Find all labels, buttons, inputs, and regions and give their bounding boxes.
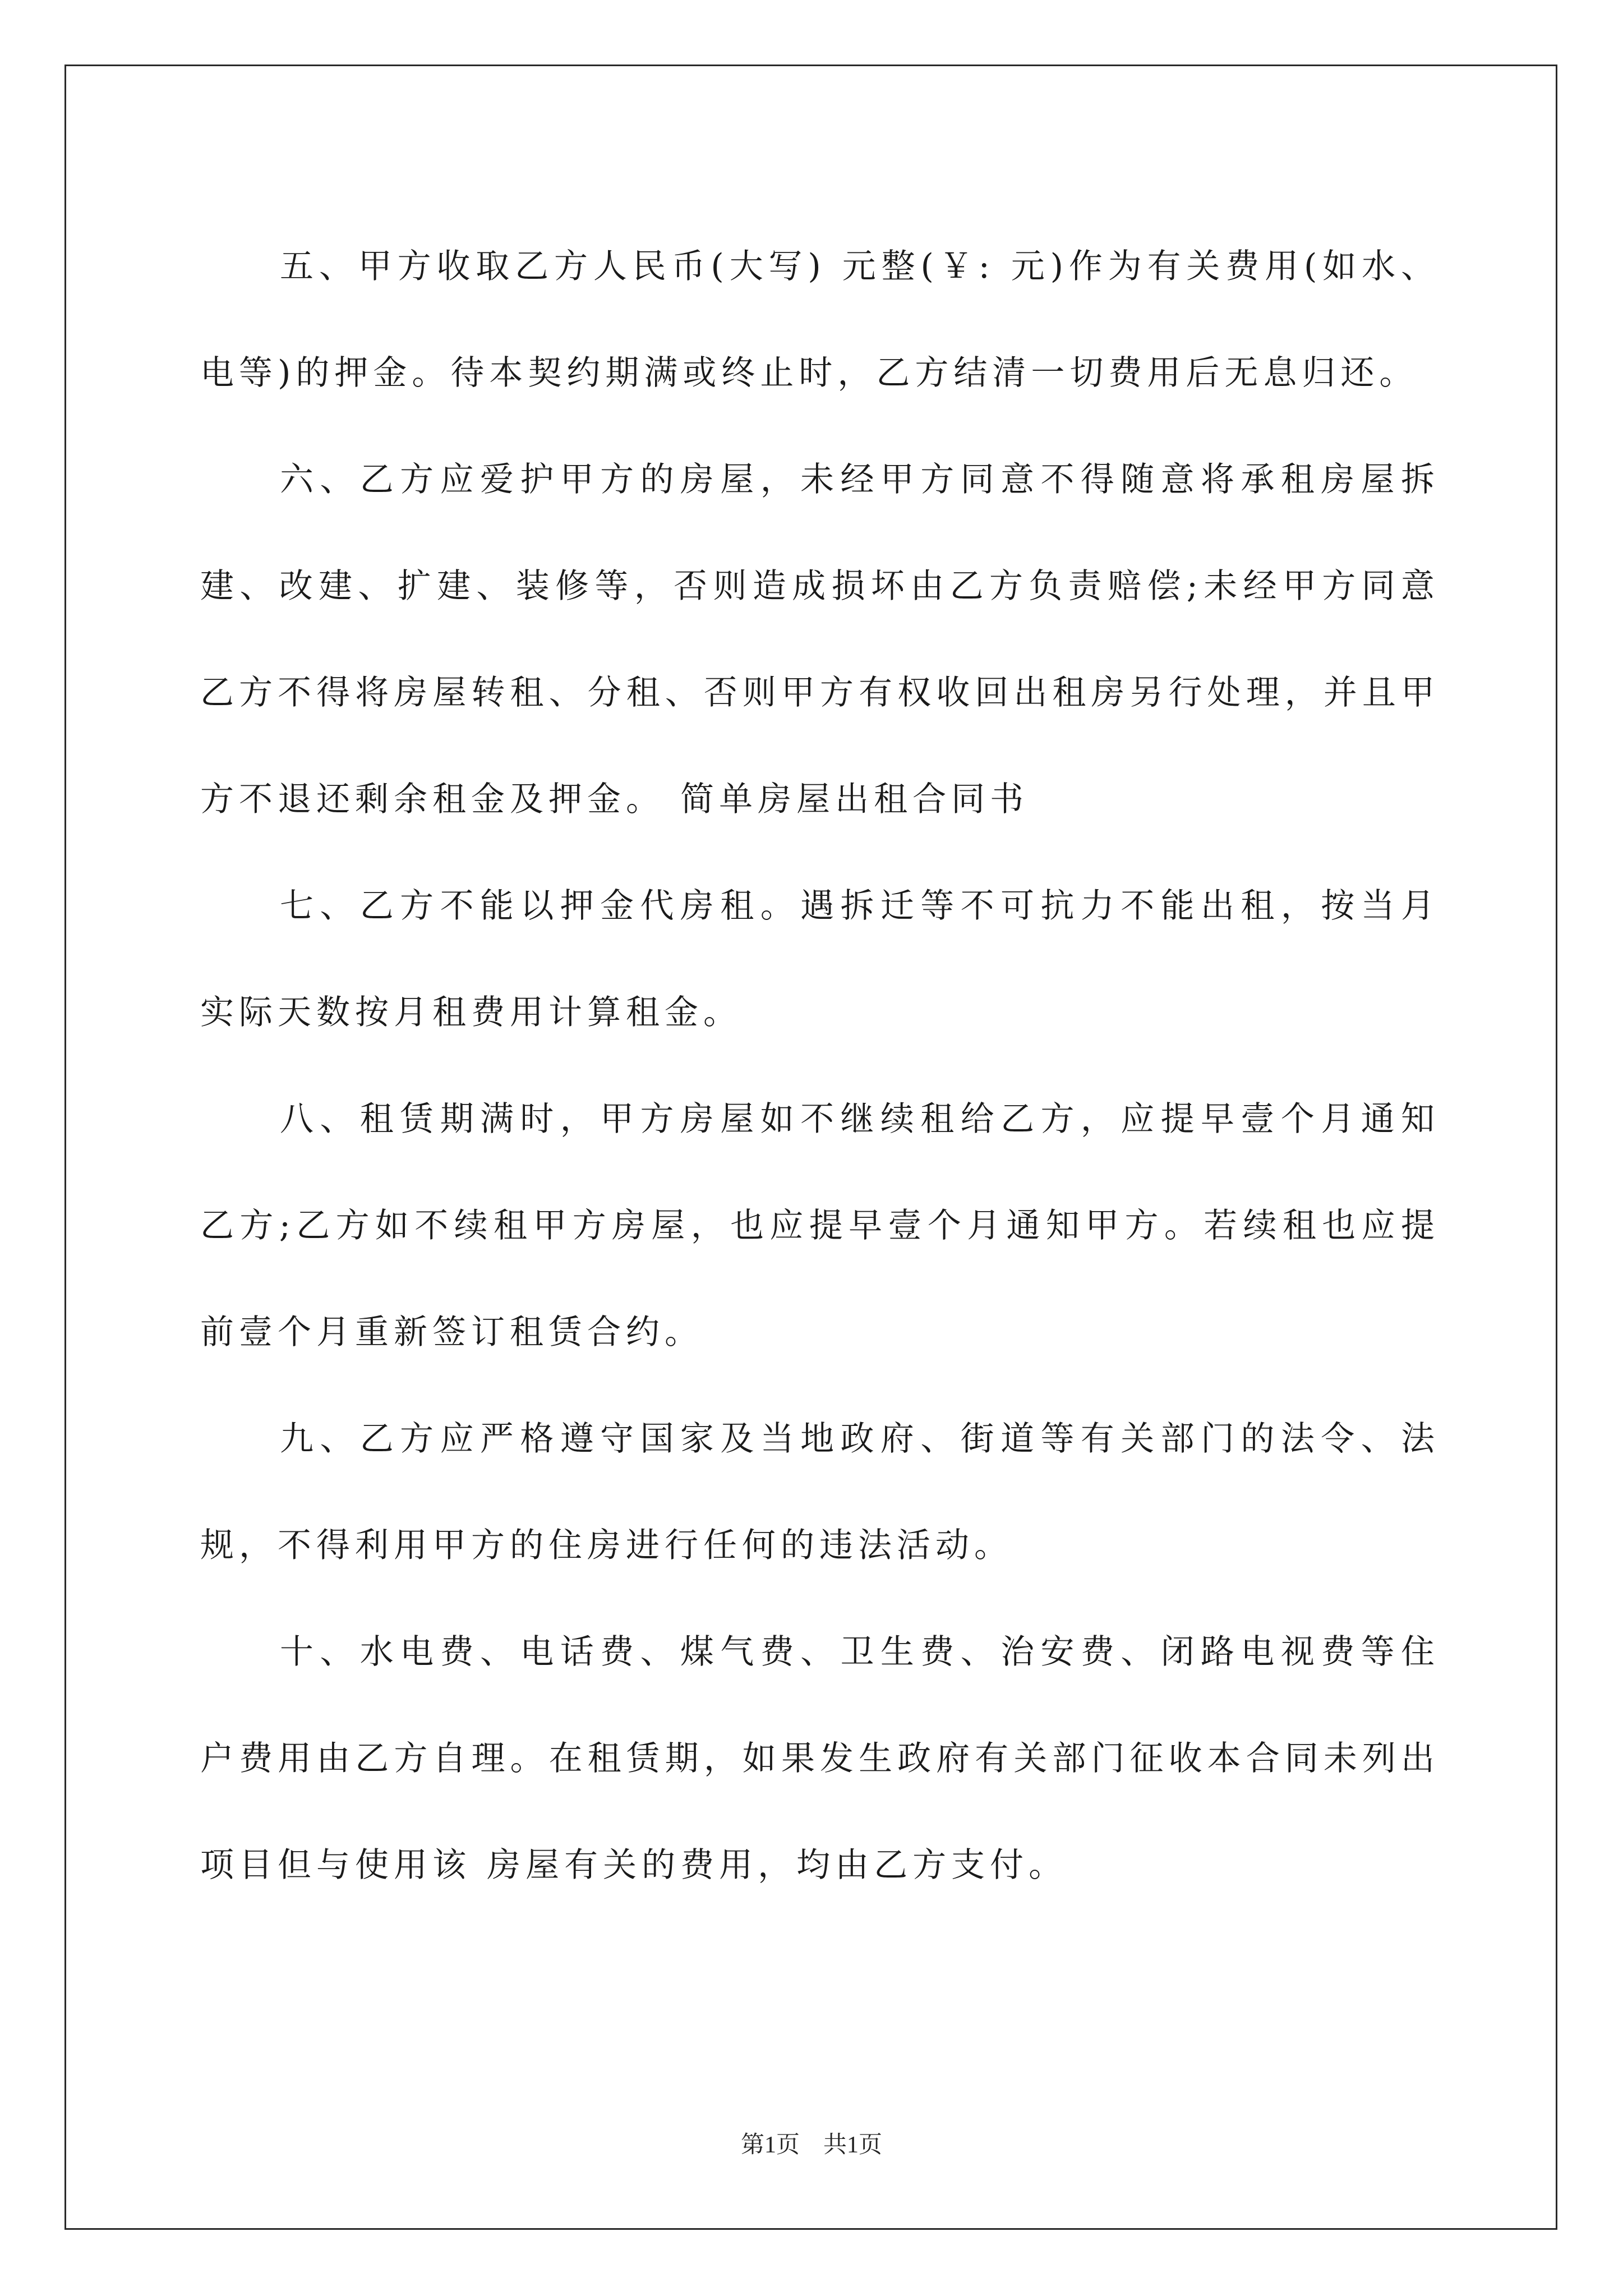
clause-8: 八、租赁期满时，甲方房屋如不继续租给乙方，应提早壹个月通知乙方;乙方如不续租甲方房屋，也应提早壹个月通知甲方。若续租也应提前壹个月重新签订租赁合约。	[200, 1099, 1440, 1352]
document-body	[200, 213, 1440, 1918]
clause-7: 七、乙方不能以押金代房租。遇拆迁等不可抗力不能出租，按当月实际天数按月租费用计算租金。	[200, 886, 1440, 1032]
clause-9: 九、乙方应严格遵守国家及当地政府、街道等有关部门的法令、法规，不得利用甲方的住房进行任何的违法活动。	[200, 1419, 1440, 1565]
clause-5: 五、甲方收取乙方人民币(大写) 元整(￥: 元)作为有关费用(如水、电等)的押金。待本契约期满或终止时，乙方结清一切费用后无息归还。	[200, 247, 1440, 393]
page-footer: 第1页 共1页	[740, 2132, 882, 2158]
clause-6: 六、乙方应爱护甲方的房屋，未经甲方同意不得随意将承租房屋拆建、改建、扩建、装修等，否则造成损坏由乙方负责赔偿;未经甲方同意乙方不得将房屋转租、分租、否则甲方有权收回出租房另行处理，并且甲方不退还剩余租金及押金。 简单房屋出租合同书	[200, 460, 1440, 819]
clause-10: 十、水电费、电话费、煤气费、卫生费、治安费、闭路电视费等住户费用由乙方自理。在租赁期，如果发生政府有关部门征收本合同未列出项目但与使用该 房屋有关的费用，均由乙方支付。	[200, 1632, 1440, 1885]
